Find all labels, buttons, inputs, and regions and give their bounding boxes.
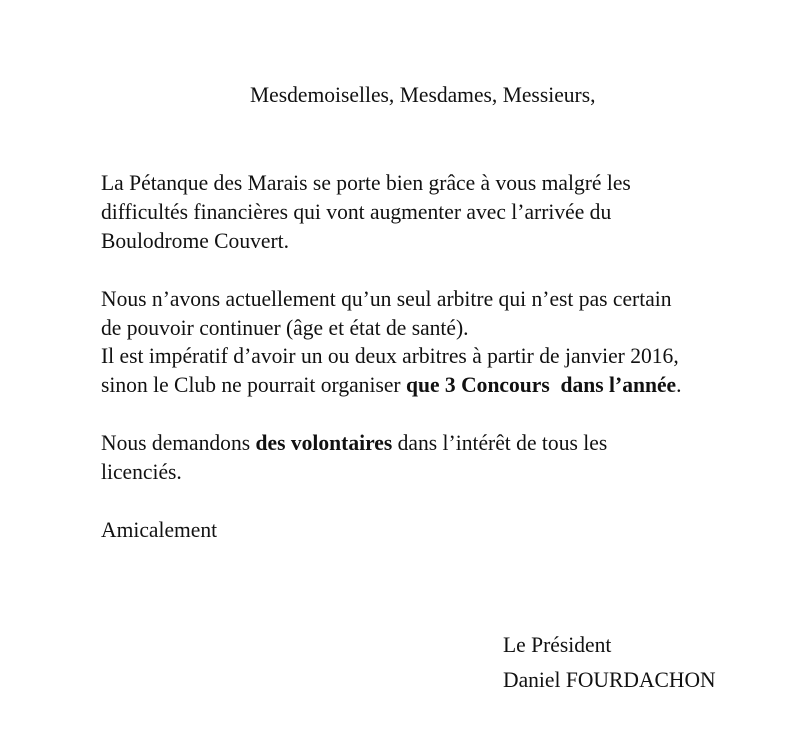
paragraph-line: de pouvoir continuer (âge et état de santé). <box>101 315 469 340</box>
paragraph-line: licenciés. <box>101 459 182 484</box>
paragraph-line: La Pétanque des Marais se porte bien grâce à vous malgré les <box>101 170 631 195</box>
text: dans l’intérêt de tous les <box>392 430 608 455</box>
paragraph-line: difficultés financières qui vont augmenter avec l’arrivée du <box>101 199 612 224</box>
text: Nous demandons <box>101 430 256 455</box>
text: sinon le Club ne pourrait organiser <box>101 372 406 397</box>
greeting: Mesdemoiselles, Mesdames, Messieurs, <box>250 82 596 107</box>
paragraph-line: Il est impératif d’avoir un ou deux arbitres à partir de janvier 2016, <box>101 343 679 368</box>
signature-title: Le Président <box>503 632 612 657</box>
emphasis-text: des volontaires <box>255 430 393 455</box>
closing: Amicalement <box>101 517 218 542</box>
paragraph-line: Nous n’avons actuellement qu’un seul arbitre qui n’est pas certain <box>101 286 672 311</box>
emphasis-text: que 3 Concours dans l’année <box>405 372 677 397</box>
paragraph-line: Boulodrome Couvert. <box>101 228 290 253</box>
paragraph-line <box>101 371 682 399</box>
paragraph-line <box>101 429 607 457</box>
signature-name: Daniel FOURDACHON <box>503 667 716 692</box>
text: . <box>676 372 682 397</box>
